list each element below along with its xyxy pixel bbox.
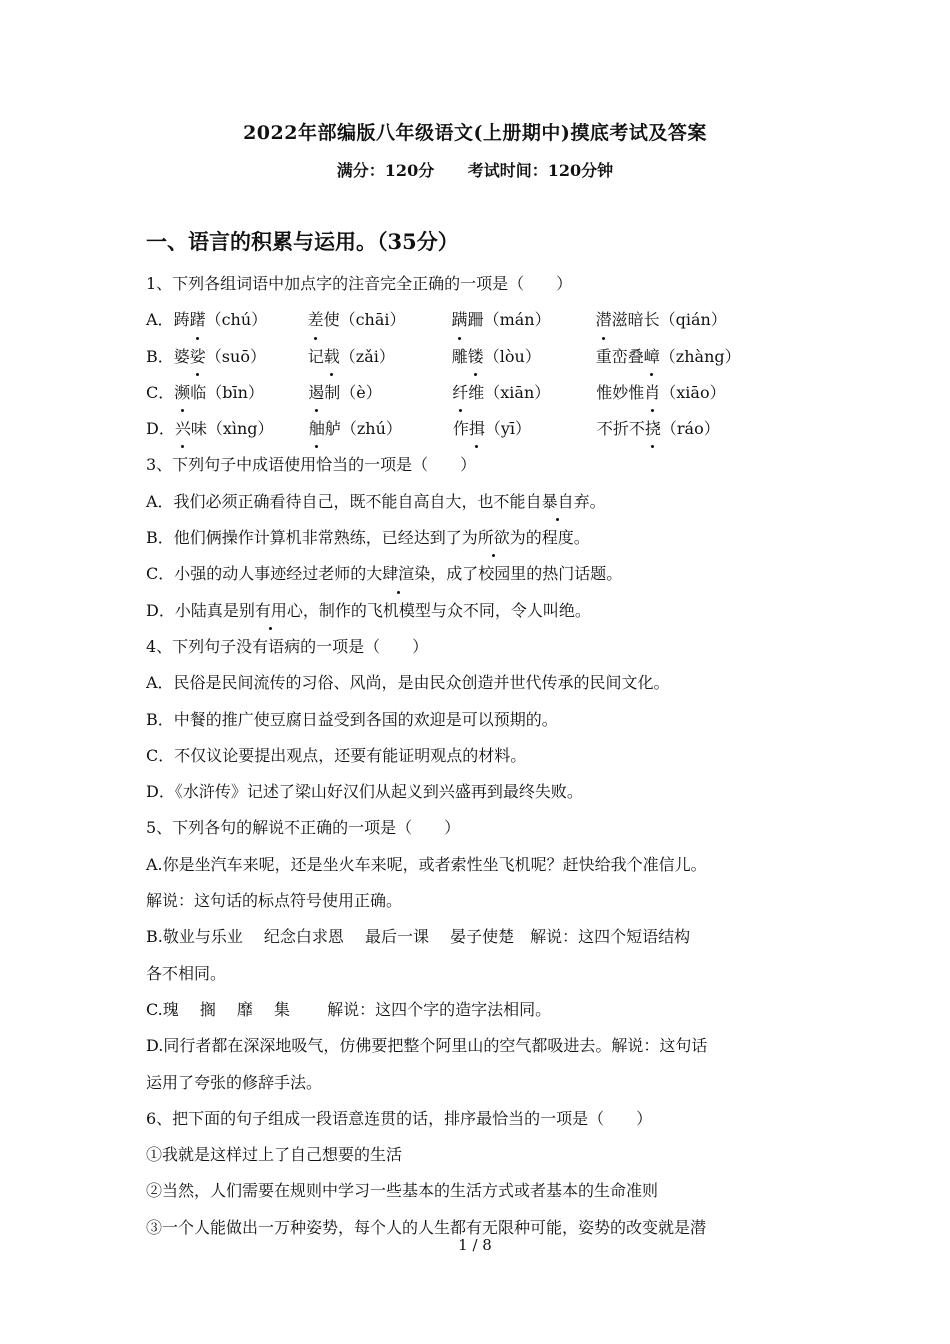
option-item: 记载（zǎi） (308, 339, 452, 375)
dotted-char: 舳 (309, 411, 325, 447)
dotted-char: 揖 (469, 411, 485, 447)
option-line: 解说：这句话的标点符号使用正确。 (146, 891, 403, 911)
option-item: 惟妙惟肖（xiāo） (596, 375, 725, 411)
question-stem: 1、下列各组词语中加点字的注音完全正确的一项是（ ） (146, 274, 573, 293)
option-item: 蹒跚（mán） (452, 302, 596, 338)
dotted-char: 濒 (174, 375, 190, 411)
question-stem: 4、下列句子没有语病的一项是（ ） (146, 636, 429, 656)
option-line: C．小强的动人事迹经过老师的大肆渲染，成了校园里的热门话题。 (146, 556, 816, 592)
option-item: 遏制（è） (308, 375, 452, 411)
sentence-line: ①我就是这样过上了自己想要的生活 (146, 1145, 403, 1165)
option-row: D．兴味（xìng） 舳舻（zhú） 作揖（yī） 不折不挠（ráo） (146, 411, 816, 447)
option-item: 雕镂（lòu） (452, 339, 596, 375)
option-line: A．我们必须正确看待自己，既不能自高自大，也不能自暴自弃。 (146, 484, 816, 520)
option-line: D.同行者都在深深地吸气，仿佛要把整个阿里山的空气都吸进去。解说：这句话 (146, 1036, 708, 1056)
dotted-char: 差 (308, 302, 324, 338)
question-stem: 5、下列各句的解说不正确的一项是（ ） (146, 818, 461, 838)
option-line: B.敬业与乐业 纪念白求恩 最后一课 晏子使楚 解说：这四个短语结构 (146, 927, 691, 947)
question-stem: 3、下列句子中成语使用恰当的一项是（ ） (146, 455, 477, 475)
dotted-char: 蹒 (452, 302, 468, 338)
option-line: 各不相同。 (146, 963, 227, 983)
option-item: 作揖（yī） (453, 411, 597, 447)
option-item: 纤维（xiān） (452, 375, 596, 411)
option-line: C.瑰 搁 靡 集 解说：这四个字的造字法相同。 (146, 999, 552, 1019)
exam-info (0, 158, 950, 181)
option-item: 差使（chāi） (308, 302, 452, 338)
option-item: 婆娑（suō） (174, 339, 308, 375)
option-line: A.你是坐汽车来呢，还是坐火车来呢，或者索性坐飞机呢？赶快给我个准信儿。 (146, 854, 707, 874)
dotted-idiom: 自暴自弃 (526, 484, 590, 520)
dotted-char: 镂 (468, 339, 484, 375)
sentence-line: ③一个人能做出一万种姿势，每个人的人生都有无限种可能，姿势的改变就是潜 (146, 1217, 707, 1237)
page-title: 2022年部编版八年级语文(上册期中)摸底考试及答案 (243, 122, 707, 144)
option-line: B．中餐的推广使豆腐日益受到各国的欢迎是可以预期的。 (146, 709, 558, 729)
option-item: 潜滋暗长（qián） (596, 302, 727, 338)
option-item: 濒临（bīn） (174, 375, 308, 411)
dotted-char: 载 (324, 339, 340, 375)
dotted-char: 躇 (190, 302, 206, 338)
dotted-idiom: 为所欲为 (462, 520, 526, 556)
option-item: 兴味（xìng） (175, 411, 309, 447)
exam-time: 考试时间：120分钟 (467, 161, 614, 180)
option-item: 不折不挠（ráo） (597, 411, 720, 447)
dotted-char: 纤 (452, 375, 468, 411)
option-line: D．《水浒传》记述了梁山好汉们从起义到兴盛再到最终失败。 (146, 782, 583, 802)
option-item: 踌躇（chú） (174, 302, 308, 338)
option-row: C．濒临（bīn） 遏制（è） 纤维（xiān） 惟妙惟肖（xiāo） (146, 375, 816, 411)
question-stem: 6、把下面的句子组成一段语意连贯的话，排序最恰当的一项是（ ） (146, 1108, 653, 1128)
dotted-char: 遏 (308, 375, 324, 411)
option-row: B．婆娑（suō） 记载（zǎi） 雕镂（lòu） 重峦叠嶂（zhàng） (146, 339, 816, 375)
option-line: D．小陆真是别有用心，制作的飞机模型与众不同，令人叫绝。 (146, 593, 816, 629)
section-heading: 一、语言的积累与运用。（35分） (146, 229, 459, 254)
dotted-char: 挠 (645, 411, 661, 447)
question-list (146, 266, 816, 1246)
option-item: 舳舻（zhú） (309, 411, 453, 447)
page-number: 1 / 8 (458, 1236, 492, 1254)
option-row: A．踌躇（chú） 差使（chāi） 蹒跚（mán） 潜滋暗长（qián） (146, 302, 816, 338)
option-line: C．不仅议论要提出观点，还要有能证明观点的材料。 (146, 745, 527, 765)
option-item: 重峦叠嶂（zhàng） (596, 339, 741, 375)
option-line: B．他们俩操作计算机非常熟练，已经达到了为所欲为的程度。 (146, 520, 816, 556)
option-line: A．民俗是民间流传的习俗、风尚，是由民众创造并世代传承的民间文化。 (146, 673, 670, 693)
full-score: 满分：120分 (336, 161, 435, 180)
dotted-char: 潜 (596, 302, 612, 338)
sentence-line: ②当然，人们需要在规则中学习一些基本的生活方式或者基本的生命准则 (146, 1181, 659, 1201)
dotted-char: 嶂 (644, 339, 660, 375)
option-line: 运用了夸张的修辞手法。 (146, 1072, 323, 1092)
dotted-char: 娑 (190, 339, 206, 375)
dotted-char: 兴 (175, 411, 191, 447)
dotted-char: 肖 (644, 375, 660, 411)
dotted-idiom: 别有用心 (239, 593, 303, 629)
dotted-idiom: 大肆渲染 (366, 556, 430, 592)
